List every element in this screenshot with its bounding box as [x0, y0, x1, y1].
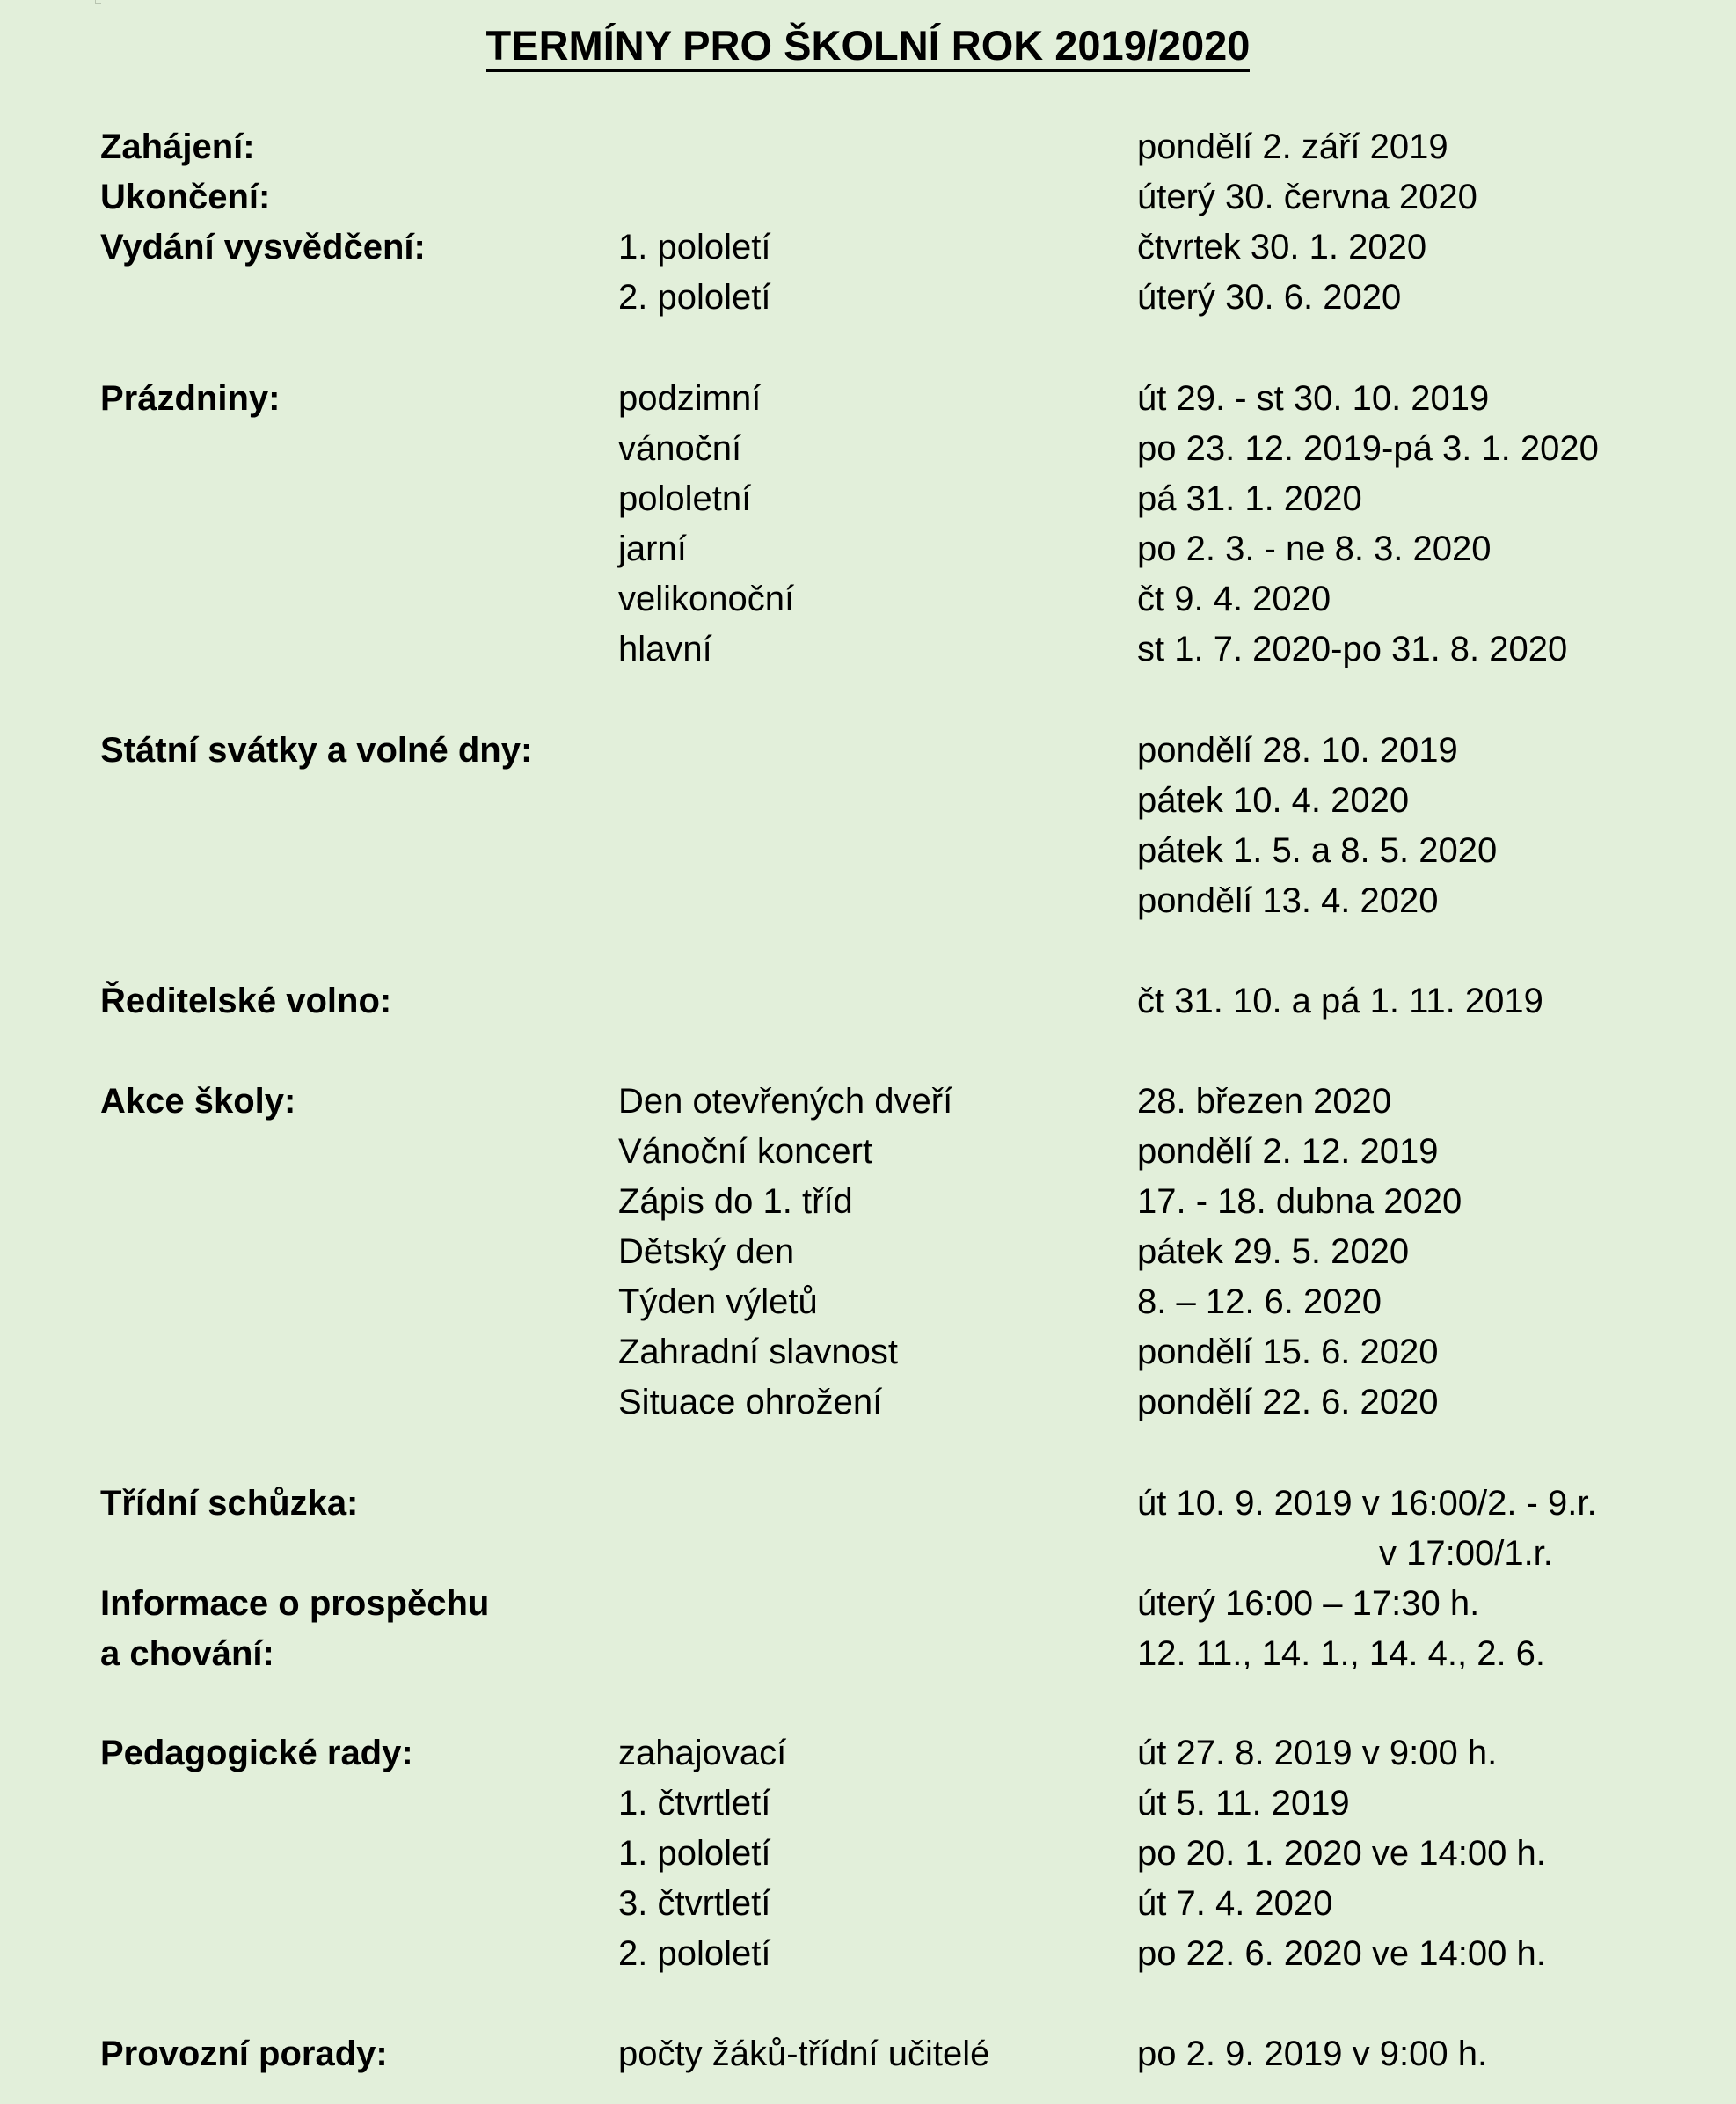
schedule-row: [0, 1277, 1736, 1327]
row-subitem: 3. čtvrtletí: [618, 1884, 771, 1923]
schedule-row: [0, 1127, 1736, 1177]
row-subitem: 2. pololetí: [618, 1934, 771, 1973]
row-subitem: počty žáků-třídní učitelé: [618, 2035, 990, 2073]
row-subitem: jarní: [618, 530, 687, 568]
row-date: čt 9. 4. 2020: [1137, 580, 1331, 618]
schedule-row: [0, 1829, 1736, 1879]
section-holidays: [0, 374, 1736, 675]
row-date: út 27. 8. 2019 v 9:00 h.: [1137, 1734, 1498, 1772]
row-subitem: Zápis do 1. tříd: [618, 1182, 853, 1221]
schedule-row: [0, 273, 1736, 323]
schedule-row: [0, 524, 1736, 574]
schedule-row: [0, 374, 1736, 424]
row-date: pá 31. 1. 2020: [1137, 479, 1362, 518]
row-subitem: podzimní: [618, 379, 762, 418]
section-operational: [0, 2029, 1736, 2079]
schedule-row: [0, 1077, 1736, 1127]
schedule-row: [0, 172, 1736, 223]
row-date: čtvrtek 30. 1. 2020: [1137, 228, 1427, 267]
row-date: úterý 16:00 – 17:30 h.: [1137, 1584, 1480, 1623]
row-subitem: Zahradní slavnost: [618, 1333, 898, 1371]
section-school-events: [0, 1077, 1736, 1428]
section-meetings: [0, 1479, 1736, 1679]
row-subitem: Den otevřených dveří: [618, 1082, 953, 1121]
row-date: út 10. 9. 2019 v 16:00/2. - 9.r.: [1137, 1484, 1597, 1523]
schedule-row: [0, 1879, 1736, 1929]
schedule-row: [0, 122, 1736, 172]
section-director-leave: [0, 976, 1736, 1026]
schedule-row: [0, 424, 1736, 474]
schedule-row: [0, 223, 1736, 273]
row-label: Státní svátky a volné dny:: [100, 731, 533, 770]
row-subitem: Týden výletů: [618, 1282, 818, 1321]
row-date: 28. březen 2020: [1137, 1082, 1392, 1121]
row-label: Pedagogické rady:: [100, 1734, 413, 1772]
row-subitem: pololetní: [618, 479, 752, 518]
row-date: úterý 30. června 2020: [1137, 178, 1477, 216]
schedule-row: [0, 1479, 1736, 1529]
row-date: út 29. - st 30. 10. 2019: [1137, 379, 1490, 418]
schedule-row: [0, 776, 1736, 826]
row-subitem: 1. pololetí: [618, 228, 771, 267]
schedule-row: [0, 1629, 1736, 1679]
row-date: čt 31. 10. a pá 1. 11. 2019: [1137, 982, 1543, 1020]
schedule-row: [0, 1579, 1736, 1629]
schedule-row: [0, 474, 1736, 524]
row-date: po 2. 9. 2019 v 9:00 h.: [1137, 2035, 1488, 2073]
row-date: út 7. 4. 2020: [1137, 1884, 1333, 1923]
schedule-row: [0, 1227, 1736, 1277]
row-date: st 1. 7. 2020-po 31. 8. 2020: [1137, 630, 1568, 668]
row-label: Akce školy:: [100, 1082, 296, 1121]
row-subitem: velikonoční: [618, 580, 795, 618]
row-date: po 2. 3. - ne 8. 3. 2020: [1137, 530, 1492, 568]
row-date: 17. - 18. dubna 2020: [1137, 1182, 1462, 1221]
schedule-row: [0, 1728, 1736, 1779]
row-date: pondělí 2. 12. 2019: [1137, 1132, 1439, 1171]
schedule-row: [0, 574, 1736, 625]
row-date: pondělí 15. 6. 2020: [1137, 1333, 1439, 1371]
row-subitem: zahajovací: [618, 1734, 787, 1772]
row-label: Prázdniny:: [100, 379, 281, 418]
row-date: po 20. 1. 2020 ve 14:00 h.: [1137, 1834, 1546, 1873]
section-pedagogical-boards: [0, 1728, 1736, 1979]
row-date: po 22. 6. 2020 ve 14:00 h.: [1137, 1934, 1546, 1973]
row-subitem: Vánoční koncert: [618, 1132, 873, 1171]
row-date: pondělí 2. září 2019: [1137, 128, 1448, 166]
row-date: pátek 29. 5. 2020: [1137, 1232, 1410, 1271]
page-corner-mark: [95, 0, 101, 4]
row-date: pondělí 22. 6. 2020: [1137, 1383, 1439, 1421]
schedule-row: [0, 726, 1736, 776]
schedule-row: [0, 876, 1736, 926]
row-date: v 17:00/1.r.: [1379, 1534, 1553, 1573]
row-date: 12. 11., 14. 1., 14. 4., 2. 6.: [1137, 1634, 1546, 1673]
row-label: a chování:: [100, 1634, 274, 1673]
row-subitem: 1. pololetí: [618, 1834, 771, 1873]
row-date: pátek 1. 5. a 8. 5. 2020: [1137, 831, 1498, 870]
row-subitem: 2. pololetí: [618, 278, 771, 317]
section-basic: [0, 122, 1736, 323]
schedule-row: [0, 1177, 1736, 1227]
row-label: Zahájení:: [100, 128, 255, 166]
page-title-text: TERMÍNY PRO ŠKOLNÍ ROK 2019/2020: [486, 22, 1251, 72]
row-label: Informace o prospěchu: [100, 1584, 490, 1623]
schedule-row: [0, 826, 1736, 876]
row-label: Vydání vysvědčení:: [100, 228, 426, 267]
schedule-row: [0, 1377, 1736, 1428]
schedule-row: [0, 1779, 1736, 1829]
row-date: pátek 10. 4. 2020: [1137, 781, 1410, 820]
schedule-row: [0, 1529, 1736, 1579]
row-date: út 5. 11. 2019: [1137, 1784, 1350, 1823]
schedule-row: [0, 976, 1736, 1026]
schedule-row: [0, 2029, 1736, 2079]
row-subitem: vánoční: [618, 429, 742, 468]
row-subitem: hlavní: [618, 630, 712, 668]
row-date: 8. – 12. 6. 2020: [1137, 1282, 1382, 1321]
row-date: po 23. 12. 2019-pá 3. 1. 2020: [1137, 429, 1599, 468]
row-label: Ředitelské volno:: [100, 982, 392, 1020]
row-date: pondělí 28. 10. 2019: [1137, 731, 1458, 770]
schedule-row: [0, 1929, 1736, 1979]
schedule-row: [0, 625, 1736, 675]
row-date: úterý 30. 6. 2020: [1137, 278, 1402, 317]
schedule-row: [0, 1327, 1736, 1377]
page-title: [0, 16, 1736, 76]
section-public-holidays: [0, 726, 1736, 926]
row-subitem: Situace ohrožení: [618, 1383, 883, 1421]
row-label: Třídní schůzka:: [100, 1484, 359, 1523]
row-label: Provozní porady:: [100, 2035, 388, 2073]
row-date: pondělí 13. 4. 2020: [1137, 881, 1439, 920]
row-subitem: Dětský den: [618, 1232, 795, 1271]
row-subitem: 1. čtvrtletí: [618, 1784, 771, 1823]
row-label: Ukončení:: [100, 178, 271, 216]
